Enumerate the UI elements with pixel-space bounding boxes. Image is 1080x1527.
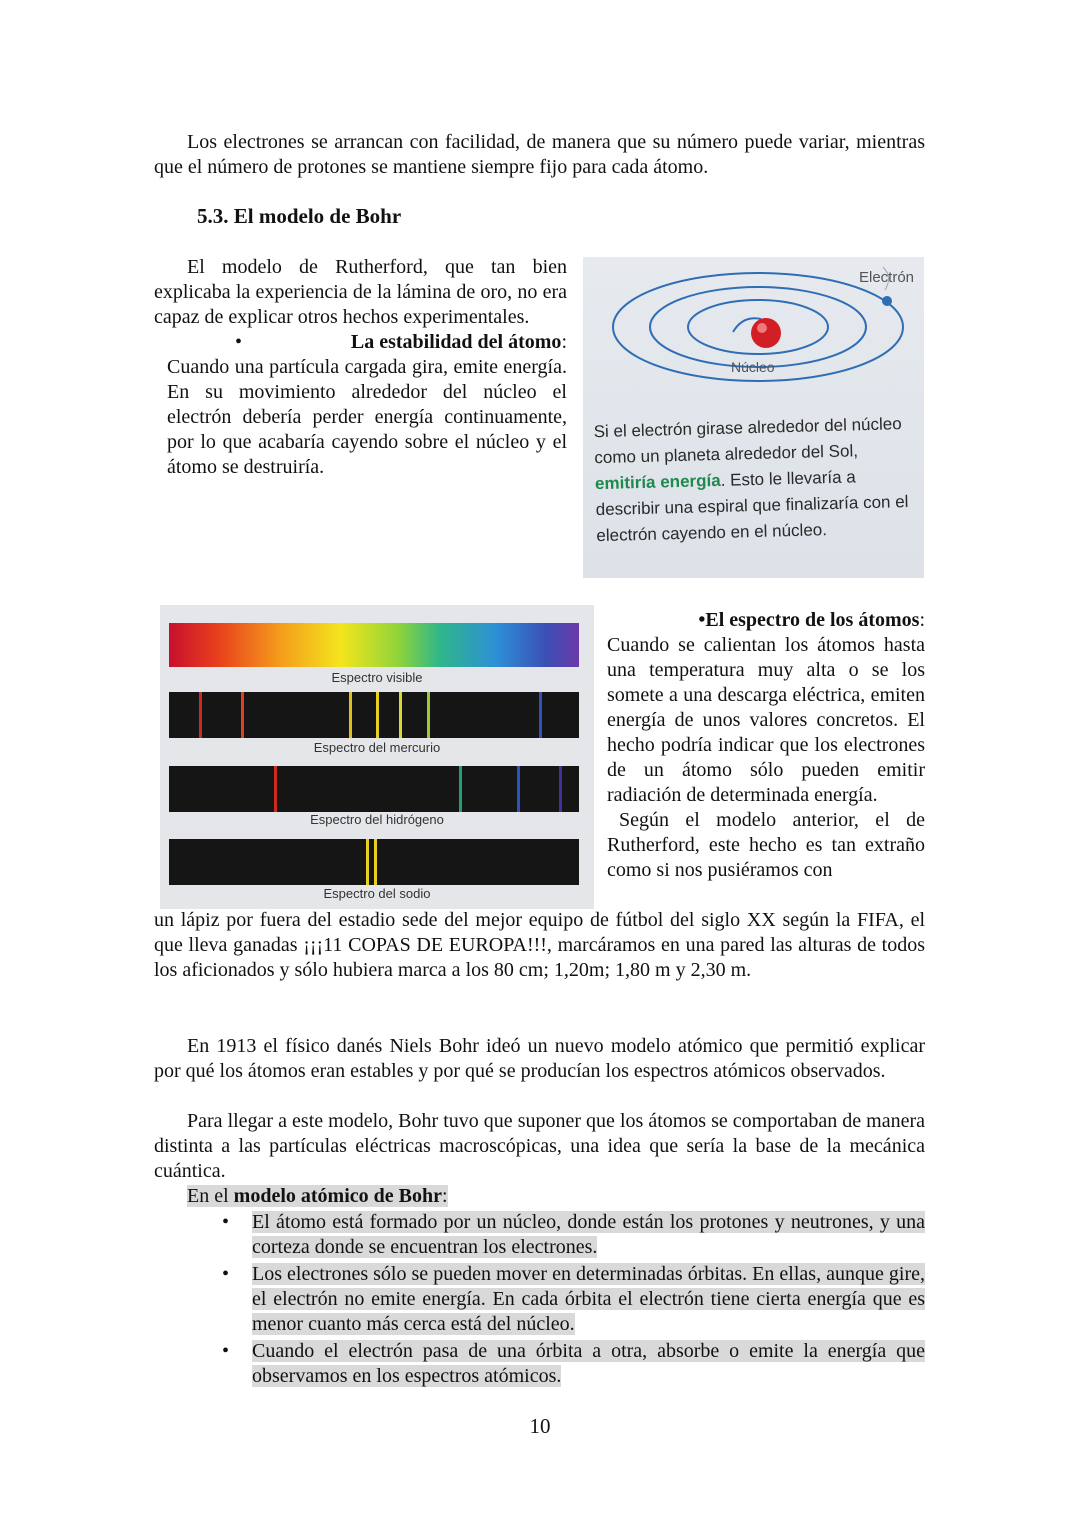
analogy-end: un lápiz por fuera del estadio sede del mejor equipo de fútbol del siglo XX según la FIFA, el que lleva ganadas ¡¡¡11 COPAS DE EUROPA!!!, marcáramos en una pared las alturas de todos los aficionados y sólo hubiera marca a los 80 cm; 1,20m; 1,80 m y 2,30 m.: [154, 909, 925, 981]
spectrum-text: Cuando se calientan los átomos hasta una temperatura muy alta o se los somete a una descarga eléctrica, emiten energía de unos valores concretos. El hecho podría indicar que los electrones de un átomo sólo pueden emitir radiación de determinada energía.: [607, 634, 925, 806]
bullet-icon: •: [222, 1211, 230, 1233]
list-item: • Los electrones sólo se pueden mover en determinadas órbitas. En ellas, aunque gire, el electrón no emite energía. En cada órbita el electrón tiene cierta energía que es menor cuanto más cerca está del núcleo.: [222, 1263, 925, 1335]
bohr-paragraph-1: En 1913 el físico danés Niels Bohr ideó un nuevo modelo atómico que permitió explicar por qué los átomos eran estables y por qué se producían los espectros atómicos observados.: [154, 1035, 925, 1082]
hydrogen-spectrum-bar: [169, 766, 579, 812]
nucleus-label: Núcleo: [731, 359, 775, 375]
orbit-caption: Si el electrón girase alrededor del núcleo como un planeta alrededor del Sol, emitiría energía. Esto le llevaría a describir una espiral que finalizaría con el electrón cayendo en el núcleo.: [593, 414, 909, 546]
rutherford-column: [154, 255, 567, 480]
hydrogen-spectrum-label: Espectro del hidrógeno: [310, 812, 444, 827]
stability-item: • La estabilidad del átomo: Cuando una partícula cargada gira, emite energía. En su movimiento alrededor del núcleo el electrón debería perder energía continuamente, por lo que acabaría cayendo sobre el núcleo y el átomo se destruiría.: [167, 331, 567, 478]
bullet-icon: •: [222, 1263, 230, 1285]
spectrum-title: El espectro de los átomos: [705, 609, 920, 631]
stability-text: Cuando una partícula cargada gira, emite energía. En su movimiento alrededor del núcleo el electrón debería perder energía continuamente, por lo que acabaría cayendo sobre el núcleo y el átomo se destruiría.: [167, 356, 567, 478]
visible-spectrum-bar: [169, 623, 579, 667]
bullet-icon: •: [222, 1340, 230, 1362]
bohr-points-list: [222, 1210, 925, 1391]
list-item: • El átomo está formado por un núcleo, donde están los protones y neutrones, y una corteza donde se encuentran los electrones.: [222, 1211, 925, 1258]
bullet-icon: •: [235, 331, 243, 353]
sodium-spectrum-bar: [169, 839, 579, 885]
section-title: 5.3. El modelo de Bohr: [197, 204, 402, 228]
page-number: 10: [529, 1414, 551, 1438]
caption-highlight: emitiría energía: [594, 470, 721, 494]
bohr-list-intro: En el modelo atómico de Bohr:: [187, 1185, 448, 1207]
bullet-icon: •: [698, 609, 706, 631]
electron-icon: [882, 296, 892, 306]
analogy-start: Según el modelo anterior, el de Rutherford, este hecho es tan extraño como si nos pusiéramos con: [607, 809, 925, 881]
mercury-spectrum-label: Espectro del mercurio: [313, 740, 441, 755]
rutherford-paragraph: El modelo de Rutherford, que tan bien explicaba la experiencia de la lámina de oro, no era capaz de explicar otros hechos experimentales.: [154, 256, 567, 328]
intro-paragraph: Los electrones se arrancan con facilidad, de manera que su número puede variar, mientras que el número de protones se mantiene siempre fijo para cada átomo.: [154, 131, 925, 178]
mercury-spectrum-bar: [169, 692, 579, 738]
bohr-model-title: modelo atómico de Bohr: [233, 1185, 442, 1207]
spectra-figure: [160, 605, 594, 909]
visible-spectrum-label: Espectro visible: [331, 670, 423, 685]
sodium-spectrum-label: Espectro del sodio: [323, 886, 431, 901]
bohr-paragraph-2: Para llegar a este modelo, Bohr tuvo que suponer que los átomos se comportaban de manera distinta a las partículas eléctricas macroscópicas, una idea que sería la base de la mecánica cuántica.: [154, 1110, 925, 1182]
nucleus-icon: [751, 318, 781, 348]
orbit-figure: [583, 257, 924, 578]
spectrum-column: •El espectro de los átomos: Cuando se calientan los átomos hasta una temperatura muy alta o se los somete a una descarga eléctrica, emiten energía de unos valores concretos. El hecho podría indicar que los electrones de un átomo sólo pueden emitir radiación de determinada energía. Según el modelo anterior, el de Rutherford, este hecho es tan extraño como si nos pusiéramos con: [607, 609, 925, 881]
list-item: • Cuando el electrón pasa de una órbita a otra, absorbe o emite la energía que observamos en los espectros atómicos.: [222, 1340, 925, 1387]
electron-label: Electrón: [859, 269, 915, 286]
stability-title: La estabilidad del átomo: [350, 331, 562, 353]
